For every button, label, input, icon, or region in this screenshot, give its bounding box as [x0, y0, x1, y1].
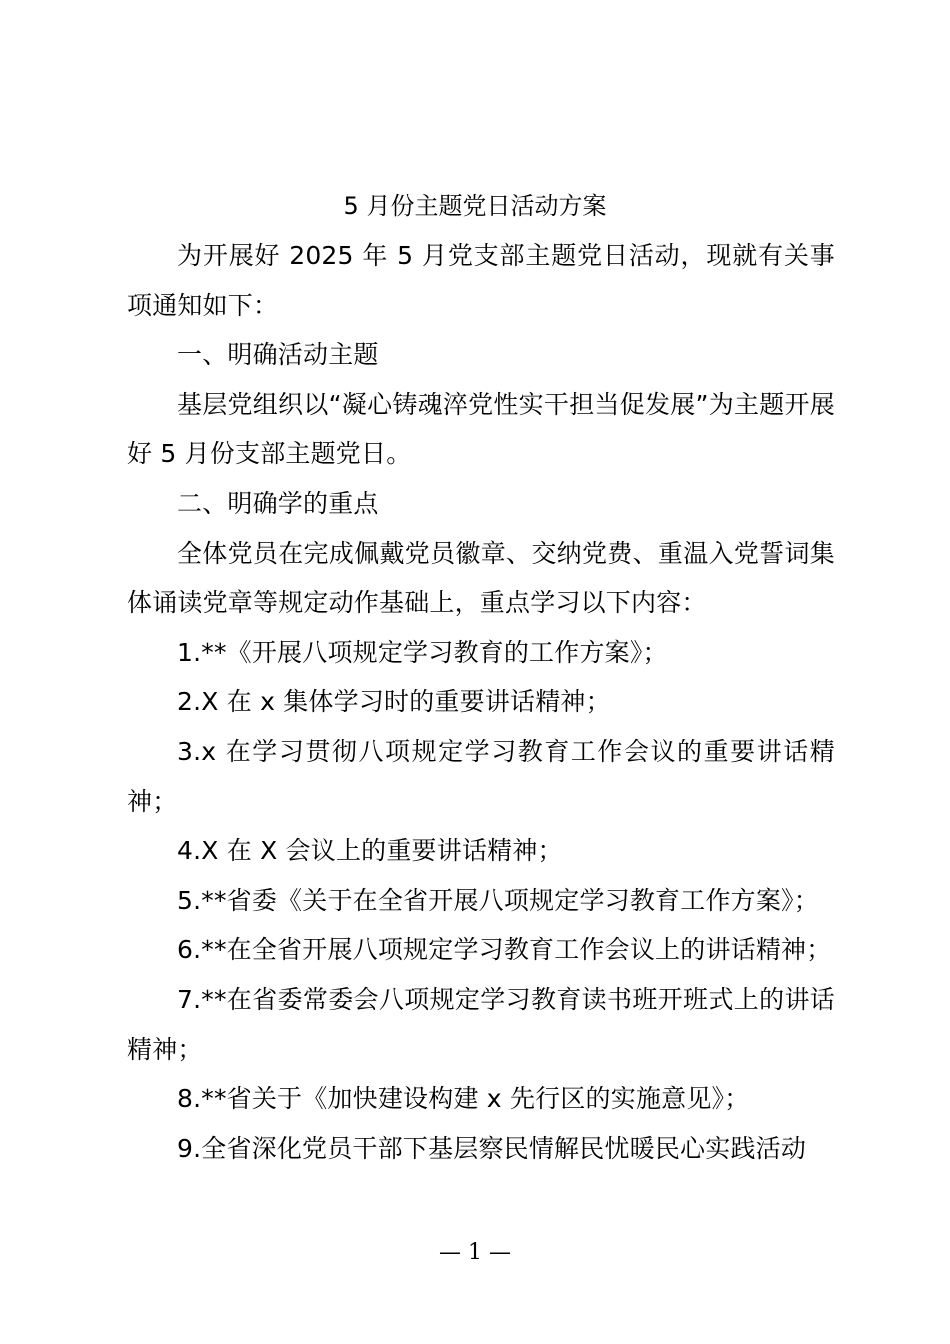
list-item: 7.**在省委常委会八项规定学习教育读书班开班式上的讲话精神； [127, 984, 835, 1064]
list-item: 5.**省委《关于在全省开展八项规定学习教育工作方案》； [177, 885, 819, 915]
list-item: 4.X 在 X 会议上的重要讲话精神； [177, 836, 563, 866]
list-item: 2.X 在 x 集体学习时的重要讲话精神； [177, 687, 611, 717]
theme-paragraph: 基层党组织以“凝心铸魂淬党性实干担当促发展”为主题开展好 5 月份支部主题党日。 [127, 389, 835, 469]
section-heading-1: 一、明确活动主题 [177, 340, 379, 370]
document-title: 5 月份主题党日活动方案 [343, 192, 607, 220]
page-number: — 1 — [439, 1240, 511, 1265]
list-item: 1.**《开展八项规定学习教育的工作方案》； [177, 637, 668, 667]
section-heading-2: 二、明确学的重点 [177, 488, 379, 518]
intro-paragraph: 为开展好 2025 年 5 月党支部主题党日活动，现就有关事项通知如下： [127, 241, 835, 320]
list-item: 6.**在全省开展八项规定学习教育工作会议上的讲话精神； [177, 935, 832, 965]
list-item: 3.x 在学习贯彻八项规定学习教育工作会议的重要讲话精神； [127, 736, 835, 816]
list-item: 8.**省关于《加快建设构建 x 先行区的实施意见》； [177, 1084, 750, 1114]
list-item: 9.全省深化党员干部下基层察民情解民忧暖民心实践活动 [177, 1133, 807, 1163]
document-body [127, 231, 835, 1173]
study-intro-paragraph: 全体党员在完成佩戴党员徽章、交纳党费、重温入党誓词集体诵读党章等规定动作基础上，重点学习以下内容： [127, 538, 835, 618]
